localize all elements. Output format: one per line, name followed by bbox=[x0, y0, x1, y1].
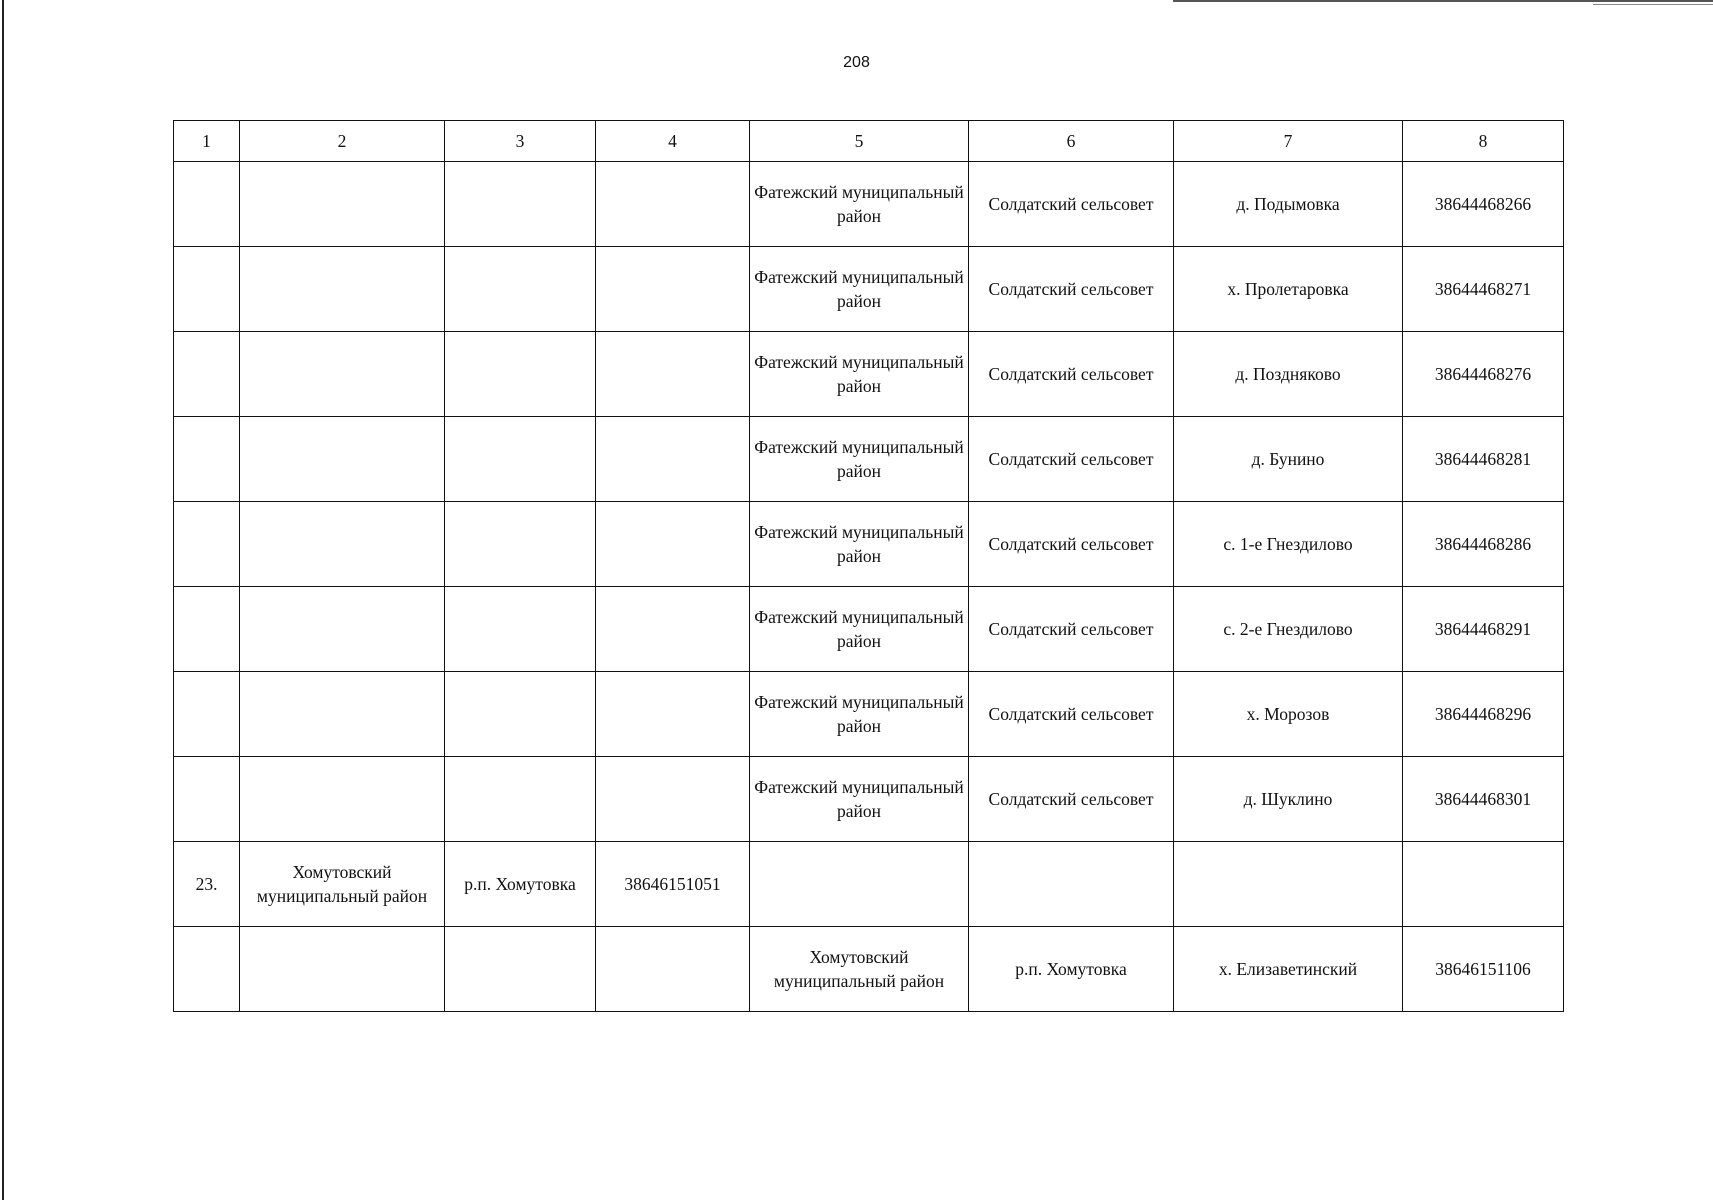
table-cell-col-4 bbox=[596, 927, 750, 1012]
table-cell-col-7: с. 2-е Гнездилово bbox=[1174, 587, 1403, 672]
table-cell-col-1 bbox=[174, 332, 240, 417]
table-row bbox=[174, 502, 1564, 587]
table-cell-col-1 bbox=[174, 247, 240, 332]
table-cell-col-6: Солдатский сельсовет bbox=[969, 332, 1174, 417]
header-cell-col-4: 4 bbox=[596, 121, 750, 162]
register-table bbox=[173, 120, 1564, 1012]
table-cell-col-3 bbox=[445, 247, 596, 332]
table-cell-col-7: д. Шуклино bbox=[1174, 757, 1403, 842]
table-cell-col-1 bbox=[174, 672, 240, 757]
table-cell-col-5: Фатежский муниципальный район bbox=[750, 672, 969, 757]
table-row bbox=[174, 332, 1564, 417]
table-cell-col-3 bbox=[445, 162, 596, 247]
table-cell-col-6: р.п. Хомутовка bbox=[969, 927, 1174, 1012]
table-cell-col-5 bbox=[750, 842, 969, 927]
table-cell-col-6: Солдатский сельсовет bbox=[969, 247, 1174, 332]
table-cell-col-4 bbox=[596, 417, 750, 502]
table-cell-col-4 bbox=[596, 757, 750, 842]
table-cell-col-8: 38644468271 bbox=[1403, 247, 1564, 332]
header-cell-col-7: 7 bbox=[1174, 121, 1403, 162]
table-cell-col-8: 38644468281 bbox=[1403, 417, 1564, 502]
table-cell-col-7: д. Подымовка bbox=[1174, 162, 1403, 247]
table-cell-col-7: с. 1-е Гнездилово bbox=[1174, 502, 1403, 587]
table-cell-col-6: Солдатский сельсовет bbox=[969, 502, 1174, 587]
table-cell-col-2 bbox=[240, 247, 445, 332]
table-cell-col-7 bbox=[1174, 842, 1403, 927]
scan-edge-top bbox=[1173, 0, 1713, 2]
header-cell-col-8: 8 bbox=[1403, 121, 1564, 162]
table-cell-col-8: 38644468301 bbox=[1403, 757, 1564, 842]
table-cell-col-5: Фатежский муниципальный район bbox=[750, 502, 969, 587]
table-row bbox=[174, 672, 1564, 757]
table-cell-col-7: д. Бунино bbox=[1174, 417, 1403, 502]
table-cell-col-3 bbox=[445, 417, 596, 502]
table-cell-col-5: Фатежский муниципальный район bbox=[750, 162, 969, 247]
table-cell-col-1 bbox=[174, 502, 240, 587]
table-cell-col-8: 38644468266 bbox=[1403, 162, 1564, 247]
table-cell-col-8 bbox=[1403, 842, 1564, 927]
table-cell-col-3 bbox=[445, 587, 596, 672]
table-cell-col-3 bbox=[445, 332, 596, 417]
table-cell-col-5: Фатежский муниципальный район bbox=[750, 332, 969, 417]
table-cell-col-4: 38646151051 bbox=[596, 842, 750, 927]
table-cell-col-1 bbox=[174, 927, 240, 1012]
table-cell-col-4 bbox=[596, 162, 750, 247]
table-cell-col-3 bbox=[445, 927, 596, 1012]
table-cell-col-4 bbox=[596, 502, 750, 587]
table-cell-col-1: 23. bbox=[174, 842, 240, 927]
table-cell-col-3 bbox=[445, 672, 596, 757]
table-cell-col-2 bbox=[240, 332, 445, 417]
table-cell-col-4 bbox=[596, 672, 750, 757]
table-cell-col-5: Фатежский муниципальный район bbox=[750, 757, 969, 842]
table-cell-col-6: Солдатский сельсовет bbox=[969, 757, 1174, 842]
table-row bbox=[174, 927, 1564, 1012]
header-cell-col-3: 3 bbox=[445, 121, 596, 162]
table-cell-col-2 bbox=[240, 757, 445, 842]
table-row bbox=[174, 247, 1564, 332]
table-cell-col-8: 38644468286 bbox=[1403, 502, 1564, 587]
table-cell-col-2: Хомутовский муниципальный район bbox=[240, 842, 445, 927]
table-cell-col-7: х. Морозов bbox=[1174, 672, 1403, 757]
table-cell-col-2 bbox=[240, 417, 445, 502]
scan-edge-top-secondary bbox=[1593, 4, 1713, 5]
table-cell-col-5: Фатежский муниципальный район bbox=[750, 417, 969, 502]
table-cell-col-7: х. Елизаветинский bbox=[1174, 927, 1403, 1012]
table-row bbox=[174, 417, 1564, 502]
header-cell-col-6: 6 bbox=[969, 121, 1174, 162]
table-cell-col-6: Солдатский сельсовет bbox=[969, 587, 1174, 672]
table-cell-col-5: Фатежский муниципальный район bbox=[750, 247, 969, 332]
table-cell-col-8: 38644468276 bbox=[1403, 332, 1564, 417]
table-cell-col-8: 38644468296 bbox=[1403, 672, 1564, 757]
table-cell-col-6: Солдатский сельсовет bbox=[969, 417, 1174, 502]
page-number: 208 bbox=[843, 54, 870, 71]
table-cell-col-2 bbox=[240, 587, 445, 672]
table-cell-col-5: Хомутовский муниципальный район bbox=[750, 927, 969, 1012]
table-cell-col-7: х. Пролетаровка bbox=[1174, 247, 1403, 332]
table-cell-col-5: Фатежский муниципальный район bbox=[750, 587, 969, 672]
header-cell-col-5: 5 bbox=[750, 121, 969, 162]
table-cell-col-6: Солдатский сельсовет bbox=[969, 672, 1174, 757]
table-body bbox=[174, 121, 1564, 1012]
scan-edge-left bbox=[2, 0, 4, 1200]
table-cell-col-2 bbox=[240, 927, 445, 1012]
table-header-row bbox=[174, 121, 1564, 162]
table-row bbox=[174, 757, 1564, 842]
table-cell-col-2 bbox=[240, 672, 445, 757]
table-cell-col-2 bbox=[240, 502, 445, 587]
table-cell-col-3: р.п. Хомутовка bbox=[445, 842, 596, 927]
table-row bbox=[174, 842, 1564, 927]
table-row bbox=[174, 162, 1564, 247]
table-cell-col-2 bbox=[240, 162, 445, 247]
table-cell-col-4 bbox=[596, 247, 750, 332]
table-row bbox=[174, 587, 1564, 672]
header-cell-col-2: 2 bbox=[240, 121, 445, 162]
table-cell-col-1 bbox=[174, 162, 240, 247]
table-cell-col-6 bbox=[969, 842, 1174, 927]
table-cell-col-8: 38644468291 bbox=[1403, 587, 1564, 672]
table-cell-col-3 bbox=[445, 757, 596, 842]
table-cell-col-1 bbox=[174, 587, 240, 672]
table-cell-col-1 bbox=[174, 757, 240, 842]
table-cell-col-8: 38646151106 bbox=[1403, 927, 1564, 1012]
table-cell-col-7: д. Поздняково bbox=[1174, 332, 1403, 417]
table-cell-col-4 bbox=[596, 587, 750, 672]
table-cell-col-1 bbox=[174, 417, 240, 502]
table-cell-col-4 bbox=[596, 332, 750, 417]
table-cell-col-6: Солдатский сельсовет bbox=[969, 162, 1174, 247]
header-cell-col-1: 1 bbox=[174, 121, 240, 162]
table-cell-col-3 bbox=[445, 502, 596, 587]
